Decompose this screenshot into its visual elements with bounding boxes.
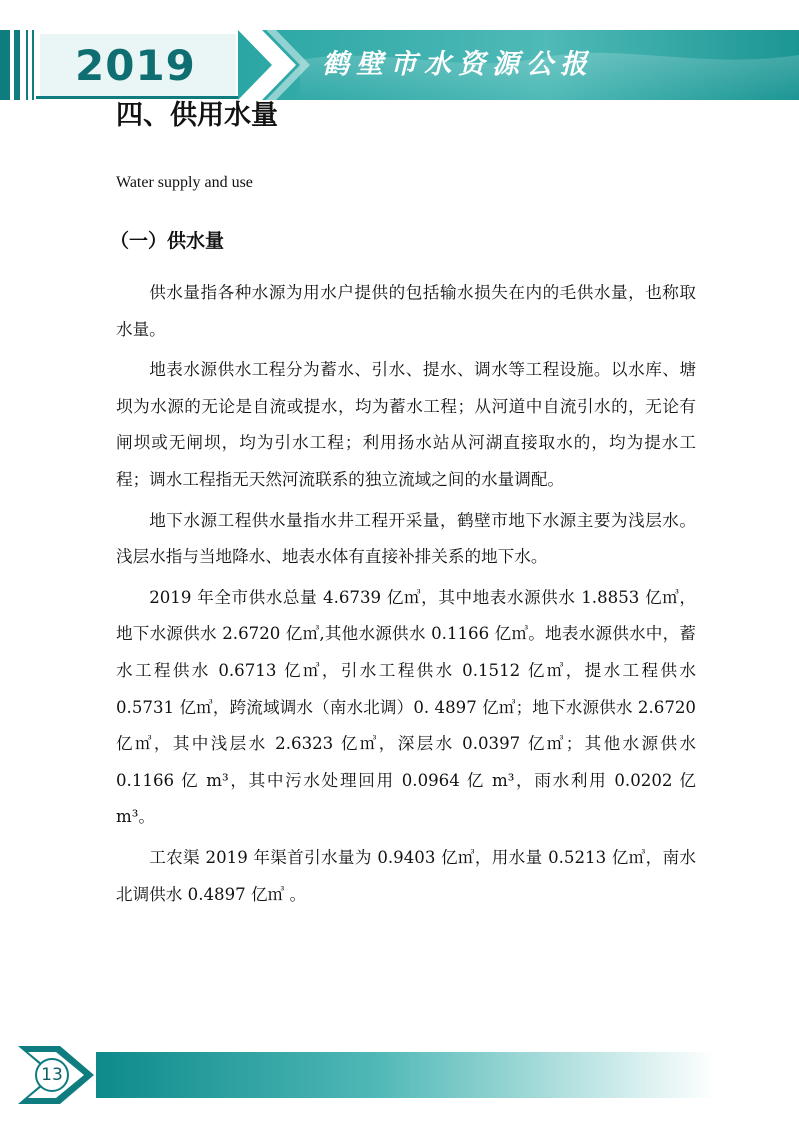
body-text [116, 275, 696, 913]
paragraph-supply-totals: 2019 年全市供水总量 4.6739 亿㎥，其中地表水源供水 1.8853 亿㎥，地下水源供水 2.6720 亿㎥,其他水源供水 0.1166 亿㎥。地表水源供水中，蓄水工程供水 0.6713 亿㎥，引水工程供水 0.1512 亿㎥，提水工程供水 0.5731 亿㎥，跨流域调水（南水北调）0. 4897 亿㎥；地下水源供水 2.6720 亿㎥，其中浅层水 2.6323 亿㎥，深层水 0.0397 亿㎥；其他水源供水 0.1166 亿 m³，其中污水处理回用 0.0964 亿 m³，雨水利用 0.0202 亿 m³。 [116, 587, 696, 827]
footer-banner [0, 1040, 799, 1110]
section-subtitle-english: Water supply and use [116, 174, 253, 191]
section-title: 四、供用水量 [116, 100, 278, 131]
paragraph-groundwater-projects: 地下水源工程供水量指水井工程开采量，鹤壁市地下水源主要为浅层水。浅层水指与当地降水、地表水体有直接补排关系的地下水。 [116, 510, 696, 567]
header-year: 2019 [75, 41, 196, 90]
paragraph-definition: 供水量指各种水源为用水户提供的包括输水损失在内的毛供水量，也称取水量。 [116, 283, 696, 339]
paragraph-surface-water-projects: 地表水源供水工程分为蓄水、引水、提水、调水等工程设施。以水库、塘坝为水源的无论是自流或提水，均为蓄水工程；从河道中自流引水的，无论有闸坝或无闸坝，均为引水工程；利用扬水站从河湖直接取水的，均为提水工程；调水工程指无天然河流联系的独立流域之间的水量调配。 [116, 360, 696, 489]
header-banner [0, 0, 799, 108]
page-number: 13 [41, 1065, 63, 1085]
subsection-title: （一）供水量 [110, 230, 225, 252]
footer-decoration [0, 1040, 799, 1110]
paragraph-canal-supply: 工农渠 2019 年渠首引水量为 0.9403 亿㎥，用水量 0.5213 亿㎥，南水北调供水 0.4897 亿㎥ 。 [116, 847, 696, 904]
header-report-title: 鹤壁市水资源公报 [322, 49, 594, 80]
main-content [110, 96, 696, 917]
